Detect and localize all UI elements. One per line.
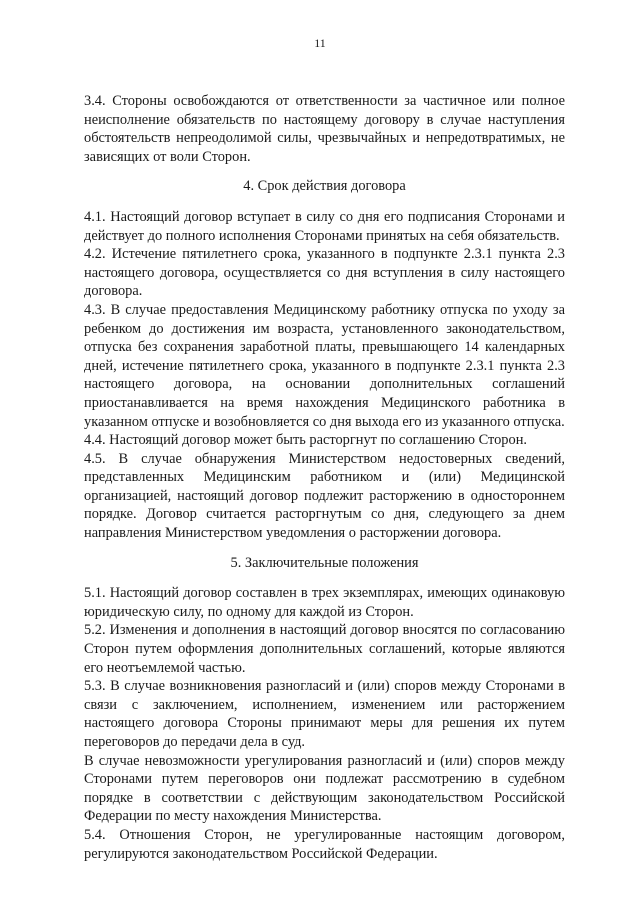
section-5-heading: 5. Заключительные положения xyxy=(230,554,419,571)
clause-4-2: 4.2. Истечение пятилетнего срока, указанного в подпункте 2.3.1 пункта 2.3 настоящего договора, осуществляется со дня вступления в силу настоящего договора. xyxy=(84,246,565,300)
clause-5-3-continued: В случае невозможности урегулирования разногласий и (или) споров между Сторонами путем переговоров они подлежат рассмотрению в судебном порядке в соответствии с действующим законодательством Российской Федерации по месту нахождения Министерства. xyxy=(84,752,565,825)
clause-3-4: 3.4. Стороны освобождаются от ответственности за частичное или полное неисполнение обязательств по настоящему договору в случае наступления обстоятельств непреодолимой силы, чрезвычайных и непредотвратимых, не зависящих от воли Сторон. xyxy=(84,93,565,165)
page-number: 11 xyxy=(314,36,326,50)
clause-4-5: 4.5. В случае обнаружения Министерством недостоверных сведений, представленных Медицинским работником и (или) Медицинской организацией, настоящий договор подлежит расторжению в одностороннем порядке. Договор считается расторгнутым со дня, следующего за днем направления Министерством уведомления о расторжении договора. xyxy=(84,450,565,542)
clause-5-2: 5.2. Изменения и дополнения в настоящий договор вносятся по согласованию Сторон путем оформления дополнительных соглашений, которые являются его неотъемлемой частью. xyxy=(84,622,565,676)
section-4-heading: 4. Срок действия договора xyxy=(243,178,406,195)
clause-4-3: 4.3. В случае предоставления Медицинскому работнику отпуска по уходу за ребенком до достижения им возраста, установленного законодательством, отпуска без сохранения заработной платы, превышающего 14 календарных дней, истечение пятилетнего срока, указанного в подпункте 2.3.1 пункта 2.3 настоящего договора, на основании дополнительных соглашений приостанавливается на время нахождения Медицинского работника в указанном отпуске и возобновляется со дня выхода его из указанного отпуска. xyxy=(84,301,565,430)
clause-5-3: 5.3. В случае возникновения разногласий и (или) споров между Сторонами в связи с заключением, исполнением, изменением или расторжением настоящего договора Стороны принимают меры для решения их путем переговоров до передачи дела в суд. xyxy=(84,678,565,750)
clause-4-4: 4.4. Настоящий договор может быть расторгнут по соглашению Сторон. xyxy=(84,432,527,449)
document-body xyxy=(84,92,565,863)
clause-4-1: 4.1. Настоящий договор вступает в силу со дня его подписания Сторонами и действует до полного исполнения Сторонами принятых на себя обязательств. xyxy=(84,208,565,244)
clause-5-4: 5.4. Отношения Сторон, не урегулированные настоящим договором, регулируются законодательством Российской Федерации. xyxy=(84,826,565,862)
clause-5-1: 5.1. Настоящий договор составлен в трех экземплярах, имеющих одинаковую юридическую силу, по одному для каждой из Сторон. xyxy=(84,585,565,620)
